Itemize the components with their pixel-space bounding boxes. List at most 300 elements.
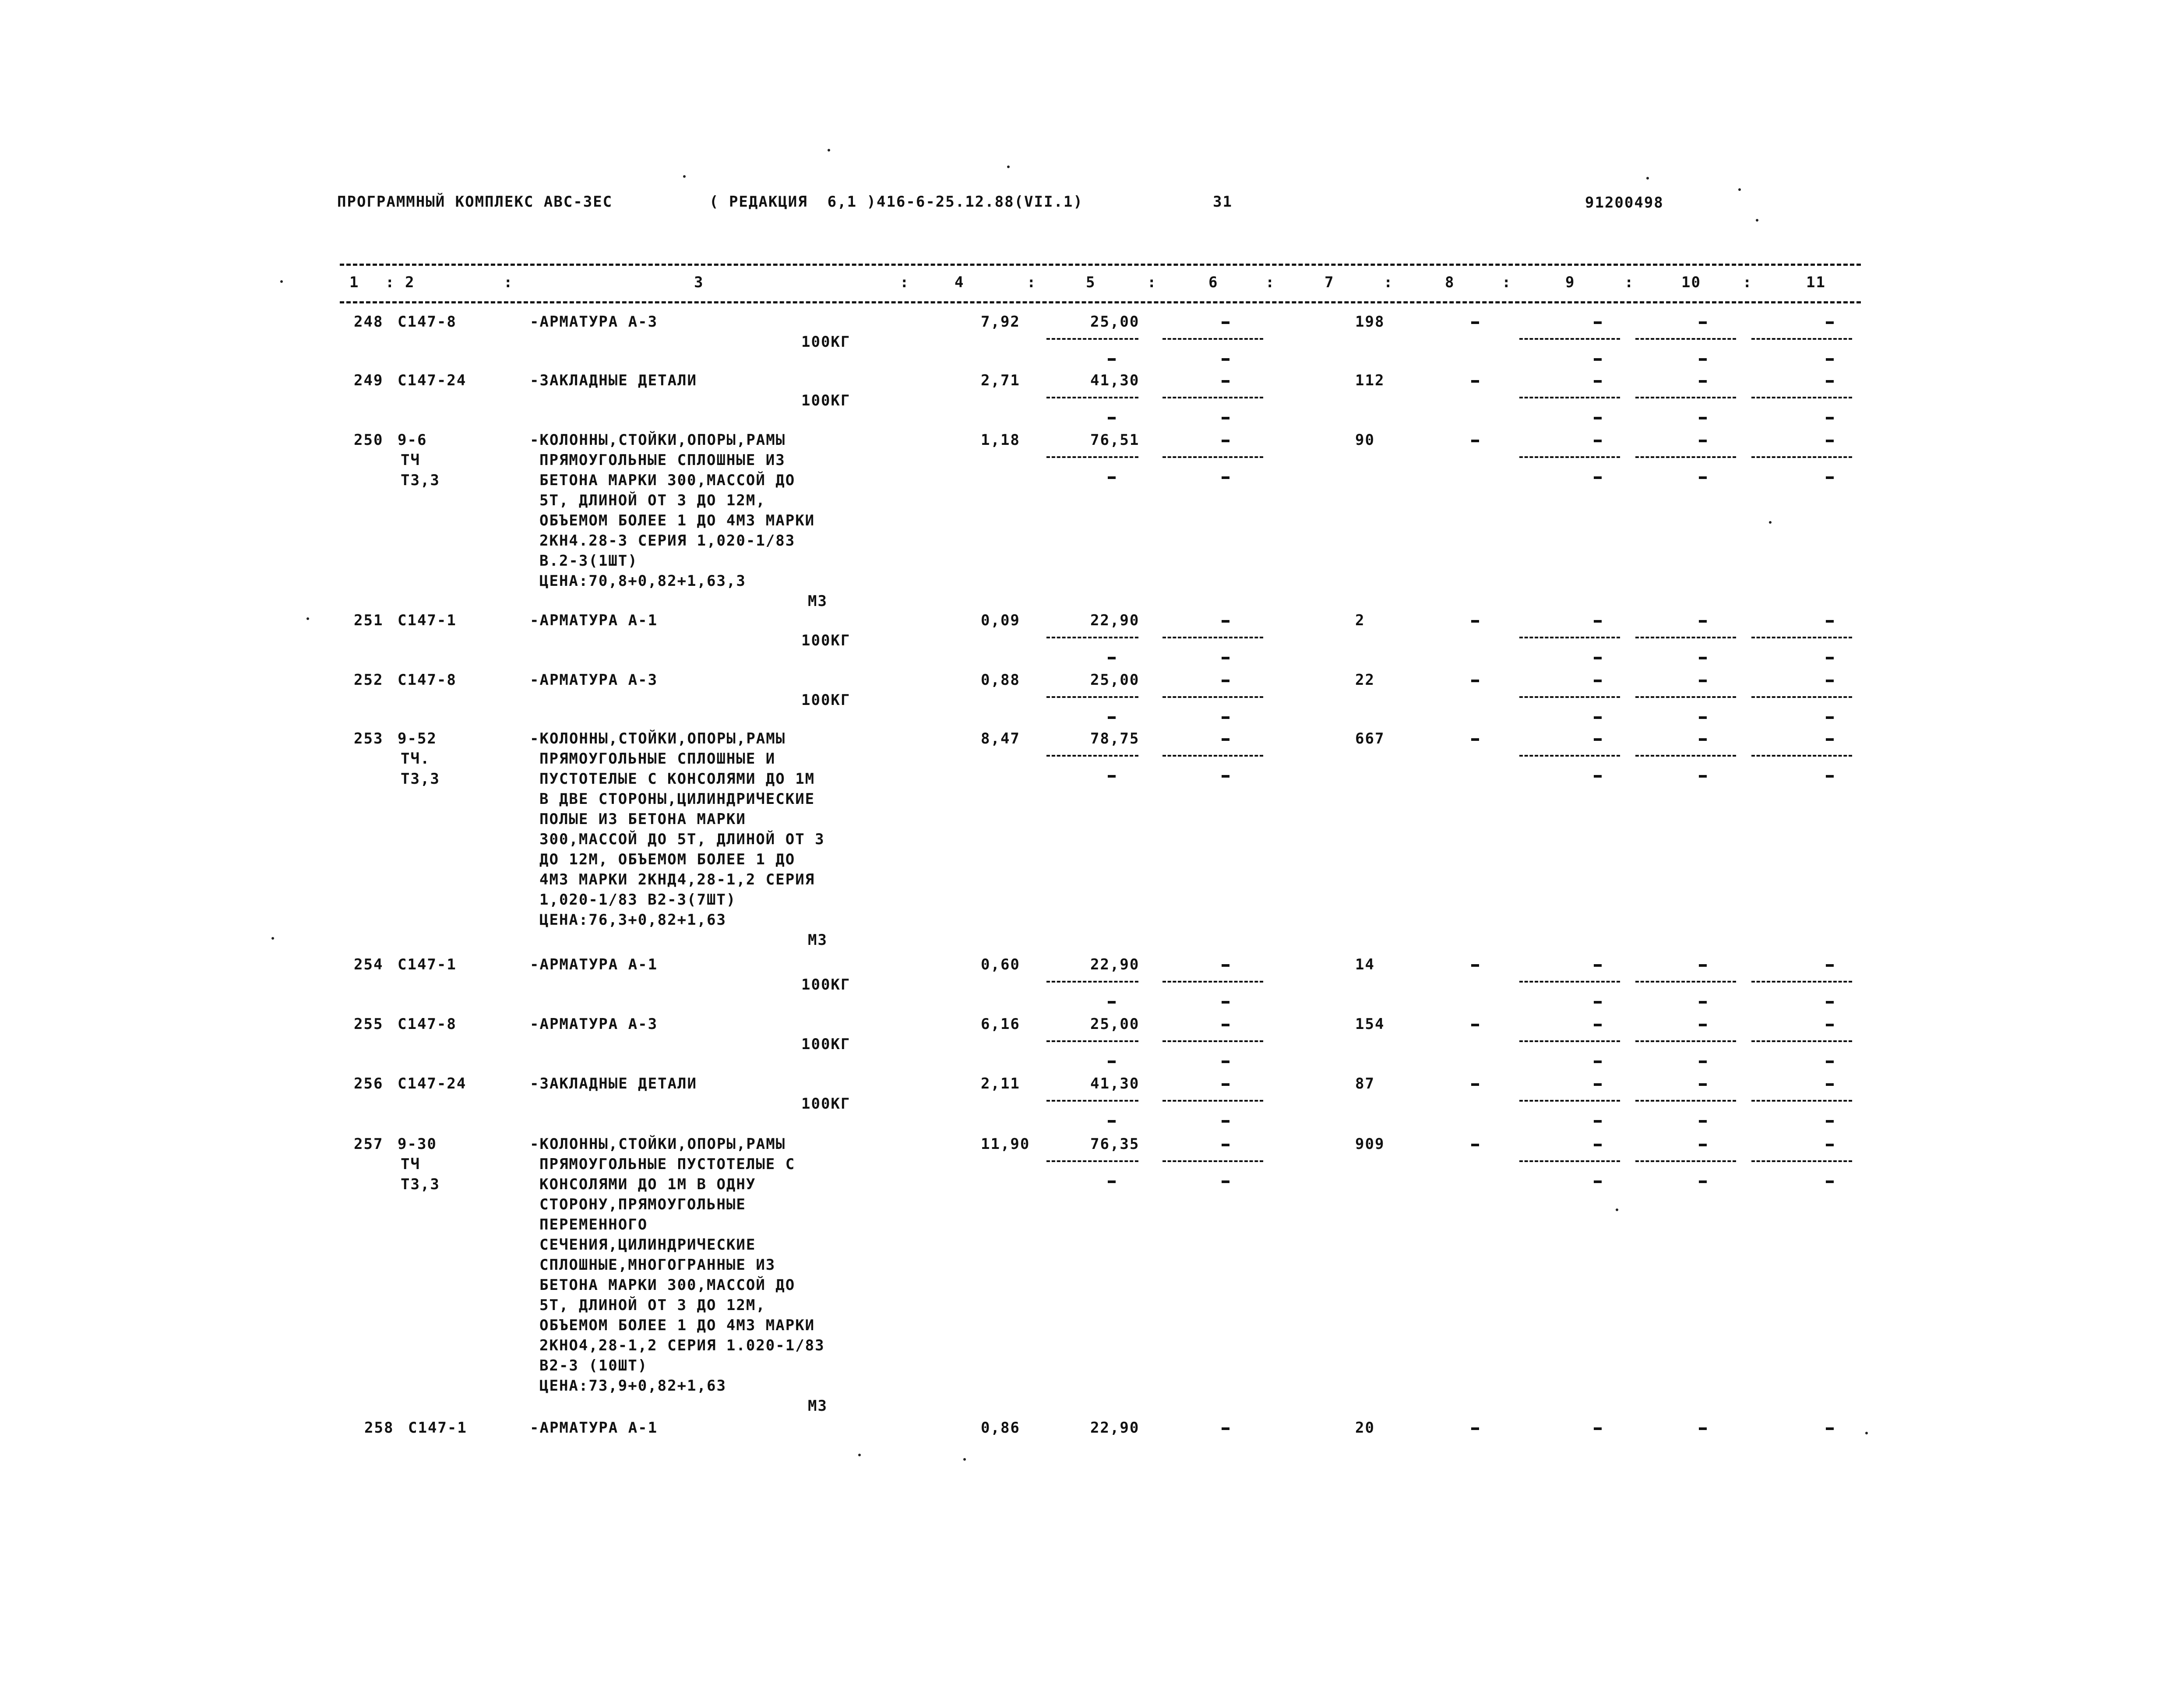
row-description-line: КОНСОЛЯМИ ДО 1М В ОДНУ bbox=[539, 1176, 756, 1193]
col4-value: 11,90 bbox=[981, 1135, 1030, 1153]
empty-value-dash bbox=[1471, 1024, 1479, 1026]
row-description: -ЗАКЛАДНЫЕ ДЕТАЛИ bbox=[530, 372, 697, 389]
row-number: 258 bbox=[364, 1419, 394, 1437]
empty-value-dash bbox=[1594, 417, 1602, 419]
col4-value: 1,18 bbox=[981, 431, 1020, 449]
col5-value: 78,75 bbox=[1090, 730, 1140, 747]
empty-value-dash bbox=[1471, 738, 1479, 741]
empty-value-dash bbox=[1222, 620, 1229, 623]
subtotal-rule bbox=[1162, 456, 1263, 458]
empty-value-dash bbox=[1826, 380, 1834, 383]
subtotal-rule bbox=[1162, 1160, 1263, 1162]
empty-value-dash bbox=[1826, 476, 1834, 479]
subtotal-rule bbox=[1519, 981, 1620, 983]
empty-value-dash bbox=[1594, 964, 1602, 967]
col7-value: 20 bbox=[1355, 1419, 1375, 1437]
row-description: -АРМАТУРА А-1 bbox=[530, 612, 658, 629]
subtotal-rule bbox=[1635, 637, 1736, 638]
empty-value-dash bbox=[1594, 1120, 1602, 1123]
subtotal-rule bbox=[1519, 755, 1620, 757]
empty-value-dash bbox=[1699, 964, 1707, 967]
scan-speck bbox=[271, 937, 274, 940]
row-description: -ЗАКЛАДНЫЕ ДЕТАЛИ bbox=[530, 1075, 697, 1092]
col4-value: 6,16 bbox=[981, 1015, 1020, 1033]
empty-value-dash bbox=[1108, 1120, 1116, 1123]
empty-value-dash bbox=[1594, 1024, 1602, 1026]
empty-value-dash bbox=[1471, 380, 1479, 383]
subtotal-rule bbox=[1162, 755, 1263, 757]
row-description-line: ПРЯМОУГОЛЬНЫЕ ПУСТОТЕЛЫЕ С bbox=[539, 1155, 796, 1173]
column-separator: : bbox=[504, 274, 514, 291]
col4-value: 8,47 bbox=[981, 730, 1020, 747]
col5-value: 25,00 bbox=[1090, 671, 1140, 689]
column-header: 6 bbox=[1208, 274, 1219, 291]
row-description: -КОЛОННЫ,СТОЙКИ,ОПОРЫ,РАМЫ bbox=[530, 730, 786, 747]
empty-value-dash bbox=[1826, 440, 1834, 442]
empty-value-dash bbox=[1699, 1001, 1707, 1004]
empty-value-dash bbox=[1826, 1427, 1834, 1430]
subtotal-rule bbox=[1519, 397, 1620, 398]
empty-value-dash bbox=[1594, 440, 1602, 442]
empty-value-dash bbox=[1108, 1001, 1116, 1004]
empty-value-dash bbox=[1826, 1120, 1834, 1123]
subtotal-rule bbox=[1162, 1100, 1263, 1102]
row-description-line: ПРЯМОУГОЛЬНЫЕ СПЛОШНЫЕ ИЗ bbox=[539, 451, 786, 469]
row-code: С147-8 bbox=[398, 1015, 457, 1033]
row-number: 249 bbox=[354, 372, 384, 389]
column-header: 11 bbox=[1806, 274, 1826, 291]
row-number: 257 bbox=[354, 1135, 384, 1153]
row-description-line: 300,МАССОЙ ДО 5Т, ДЛИНОЙ ОТ 3 bbox=[539, 831, 825, 848]
subtotal-rule bbox=[1046, 338, 1138, 340]
empty-value-dash bbox=[1699, 1120, 1707, 1123]
row-unit: 100КГ bbox=[801, 392, 851, 409]
row-code: 9-52 bbox=[398, 730, 437, 747]
empty-value-dash bbox=[1826, 716, 1834, 719]
subtotal-rule bbox=[1046, 981, 1138, 983]
row-code: С147-1 bbox=[398, 612, 457, 629]
row-description-line: ОБЪЕМОМ БОЛЕЕ 1 ДО 4М3 МАРКИ bbox=[539, 512, 815, 529]
empty-value-dash bbox=[1108, 417, 1116, 419]
col5-value: 76,35 bbox=[1090, 1135, 1140, 1153]
col7-value: 667 bbox=[1355, 730, 1385, 747]
row-unit: М3 bbox=[808, 931, 828, 949]
empty-value-dash bbox=[1826, 1001, 1834, 1004]
subtotal-rule bbox=[1751, 1100, 1852, 1102]
row-description-line: В.2-3(1ШТ) bbox=[539, 552, 638, 570]
empty-value-dash bbox=[1826, 1144, 1834, 1146]
subtotal-rule bbox=[1046, 755, 1138, 757]
scan-speck bbox=[1646, 177, 1649, 180]
empty-value-dash bbox=[1699, 476, 1707, 479]
col4-value: 0,88 bbox=[981, 671, 1020, 689]
empty-value-dash bbox=[1699, 620, 1707, 623]
empty-value-dash bbox=[1594, 380, 1602, 383]
row-description-line: ОБЪЕМОМ БОЛЕЕ 1 ДО 4М3 МАРКИ bbox=[539, 1317, 815, 1334]
subtotal-rule bbox=[1751, 456, 1852, 458]
column-separator: : bbox=[1624, 274, 1634, 291]
subtotal-rule bbox=[1162, 696, 1263, 698]
empty-value-dash bbox=[1222, 417, 1229, 419]
subtotal-rule bbox=[1046, 397, 1138, 398]
empty-value-dash bbox=[1222, 775, 1229, 778]
empty-value-dash bbox=[1222, 1144, 1229, 1146]
column-separator: : bbox=[1384, 274, 1394, 291]
empty-value-dash bbox=[1699, 440, 1707, 442]
row-number: 256 bbox=[354, 1075, 384, 1092]
empty-value-dash bbox=[1222, 476, 1229, 479]
empty-value-dash bbox=[1826, 1024, 1834, 1026]
row-description-line: 1,020-1/83 В2-3(7ШТ) bbox=[539, 891, 736, 909]
subtotal-rule bbox=[1751, 397, 1852, 398]
row-unit: 100КГ bbox=[801, 632, 851, 649]
row-code-sub: ТЗ,3 bbox=[401, 770, 440, 788]
row-description: -АРМАТУРА А-3 bbox=[530, 671, 658, 689]
empty-value-dash bbox=[1222, 1120, 1229, 1123]
subtotal-rule bbox=[1519, 637, 1620, 638]
empty-value-dash bbox=[1826, 657, 1834, 659]
empty-value-dash bbox=[1594, 657, 1602, 659]
row-unit: 100КГ bbox=[801, 976, 851, 993]
row-unit: 100КГ bbox=[801, 1036, 851, 1053]
row-description-line: СПЛОШНЫЕ,МНОГОГРАННЫЕ ИЗ bbox=[539, 1256, 776, 1274]
empty-value-dash bbox=[1222, 1024, 1229, 1026]
empty-value-dash bbox=[1826, 680, 1834, 682]
row-description-line: 4М3 МАРКИ 2КНД4,28-1,2 СЕРИЯ bbox=[539, 871, 815, 888]
row-description: -АРМАТУРА А-3 bbox=[530, 313, 658, 331]
row-code-sub: ТЧ bbox=[401, 1155, 420, 1173]
subtotal-rule bbox=[1046, 637, 1138, 638]
column-separator: : bbox=[1743, 274, 1753, 291]
subtotal-rule bbox=[1046, 1100, 1138, 1102]
row-description: -КОЛОННЫ,СТОЙКИ,ОПОРЫ,РАМЫ bbox=[530, 431, 786, 449]
row-number: 254 bbox=[354, 956, 384, 973]
empty-value-dash bbox=[1826, 620, 1834, 623]
empty-value-dash bbox=[1108, 476, 1116, 479]
scan-speck bbox=[1616, 1208, 1618, 1211]
empty-value-dash bbox=[1471, 1427, 1479, 1430]
subtotal-rule bbox=[1046, 1040, 1138, 1042]
empty-value-dash bbox=[1594, 321, 1602, 324]
subtotal-rule bbox=[1751, 696, 1852, 698]
empty-value-dash bbox=[1222, 1060, 1229, 1063]
subtotal-rule bbox=[1519, 338, 1620, 340]
empty-value-dash bbox=[1699, 657, 1707, 659]
empty-value-dash bbox=[1222, 964, 1229, 967]
subtotal-rule bbox=[1162, 1040, 1263, 1042]
empty-value-dash bbox=[1826, 321, 1834, 324]
empty-value-dash bbox=[1826, 964, 1834, 967]
subtotal-rule bbox=[1162, 338, 1263, 340]
col4-value: 0,86 bbox=[981, 1419, 1020, 1437]
empty-value-dash bbox=[1222, 657, 1229, 659]
col4-value: 7,92 bbox=[981, 313, 1020, 331]
row-description-line: СЕЧЕНИЯ,ЦИЛИНДРИЧЕСКИЕ bbox=[539, 1236, 756, 1254]
empty-value-dash bbox=[1594, 716, 1602, 719]
empty-value-dash bbox=[1222, 321, 1229, 324]
empty-value-dash bbox=[1594, 1144, 1602, 1146]
row-code: 9-6 bbox=[398, 431, 427, 449]
empty-value-dash bbox=[1699, 680, 1707, 682]
col4-value: 2,11 bbox=[981, 1075, 1020, 1092]
row-description: -АРМАТУРА А-1 bbox=[530, 1419, 658, 1437]
empty-value-dash bbox=[1699, 716, 1707, 719]
scan-speck bbox=[306, 617, 309, 620]
subtotal-rule bbox=[1751, 1160, 1852, 1162]
empty-value-dash bbox=[1222, 680, 1229, 682]
column-header: 10 bbox=[1681, 274, 1701, 291]
row-number: 251 bbox=[354, 612, 384, 629]
scan-speck bbox=[280, 280, 283, 283]
column-separator: : bbox=[1502, 274, 1512, 291]
subtotal-rule bbox=[1162, 637, 1263, 638]
empty-value-dash bbox=[1594, 1083, 1602, 1086]
row-number: 255 bbox=[354, 1015, 384, 1033]
subtotal-rule bbox=[1162, 981, 1263, 983]
subtotal-rule bbox=[1519, 456, 1620, 458]
scan-speck bbox=[1769, 521, 1772, 524]
empty-value-dash bbox=[1699, 358, 1707, 361]
empty-value-dash bbox=[1699, 1180, 1707, 1183]
empty-value-dash bbox=[1222, 1083, 1229, 1086]
row-code: С147-1 bbox=[408, 1419, 467, 1437]
row-code-sub: ТЗ,3 bbox=[401, 472, 440, 489]
row-description-line: ДО 12М, ОБЪЕМОМ БОЛЕЕ 1 ДО bbox=[539, 851, 796, 868]
empty-value-dash bbox=[1594, 680, 1602, 682]
empty-value-dash bbox=[1699, 1060, 1707, 1063]
col4-value: 2,71 bbox=[981, 372, 1020, 389]
column-header: 3 bbox=[694, 274, 704, 291]
row-description-line: ПЕРЕМЕННОГО bbox=[539, 1216, 648, 1233]
subtotal-rule bbox=[1635, 755, 1736, 757]
empty-value-dash bbox=[1594, 1060, 1602, 1063]
col5-value: 41,30 bbox=[1090, 1075, 1140, 1092]
col5-value: 22,90 bbox=[1090, 612, 1140, 629]
empty-value-dash bbox=[1699, 738, 1707, 741]
empty-value-dash bbox=[1594, 620, 1602, 623]
empty-value-dash bbox=[1108, 1180, 1116, 1183]
empty-value-dash bbox=[1222, 1180, 1229, 1183]
subtotal-rule bbox=[1519, 1040, 1620, 1042]
empty-value-dash bbox=[1471, 321, 1479, 324]
empty-value-dash bbox=[1222, 380, 1229, 383]
empty-value-dash bbox=[1108, 716, 1116, 719]
scan-speck bbox=[1738, 188, 1741, 191]
empty-value-dash bbox=[1699, 1144, 1707, 1146]
empty-value-dash bbox=[1471, 680, 1479, 682]
col7-value: 22 bbox=[1355, 671, 1375, 689]
column-separator: : bbox=[1147, 274, 1157, 291]
subtotal-rule bbox=[1635, 397, 1736, 398]
empty-value-dash bbox=[1222, 440, 1229, 442]
subtotal-rule bbox=[1751, 637, 1852, 638]
empty-value-dash bbox=[1222, 358, 1229, 361]
row-code: С147-1 bbox=[398, 956, 457, 973]
empty-value-dash bbox=[1108, 358, 1116, 361]
subtotal-rule bbox=[1635, 981, 1736, 983]
column-header: 5 bbox=[1086, 274, 1096, 291]
empty-value-dash bbox=[1826, 775, 1834, 778]
row-unit: М3 bbox=[808, 592, 828, 610]
col7-value: 87 bbox=[1355, 1075, 1375, 1092]
empty-value-dash bbox=[1699, 775, 1707, 778]
col5-value: 22,90 bbox=[1090, 1419, 1140, 1437]
subtotal-rule bbox=[1751, 755, 1852, 757]
subtotal-rule bbox=[1635, 696, 1736, 698]
empty-value-dash bbox=[1471, 1144, 1479, 1146]
column-header: 8 bbox=[1445, 274, 1455, 291]
empty-value-dash bbox=[1699, 1024, 1707, 1026]
empty-value-dash bbox=[1594, 738, 1602, 741]
program-title: ПРОГРАММНЫЙ КОМПЛЕКС АВС-ЗЕС bbox=[337, 193, 613, 211]
scan-speck bbox=[828, 149, 830, 151]
row-description: -КОЛОННЫ,СТОЙКИ,ОПОРЫ,РАМЫ bbox=[530, 1135, 786, 1153]
subtotal-rule bbox=[1635, 1160, 1736, 1162]
row-description-line: 2КНО4,28-1,2 СЕРИЯ 1.020-1/83 bbox=[539, 1337, 825, 1354]
row-code: С147-24 bbox=[398, 372, 467, 389]
col7-value: 90 bbox=[1355, 431, 1375, 449]
col4-value: 0,60 bbox=[981, 956, 1020, 973]
scan-speck bbox=[1007, 166, 1010, 168]
col5-value: 41,30 bbox=[1090, 372, 1140, 389]
row-number: 250 bbox=[354, 431, 384, 449]
subtotal-rule bbox=[1751, 1040, 1852, 1042]
row-number: 248 bbox=[354, 313, 384, 331]
col7-value: 14 bbox=[1355, 956, 1375, 973]
row-description-line: ПРЯМОУГОЛЬНЫЕ СПЛОШНЫЕ И bbox=[539, 750, 776, 768]
column-header: 7 bbox=[1324, 274, 1335, 291]
row-description: -АРМАТУРА А-1 bbox=[530, 956, 658, 973]
empty-value-dash bbox=[1222, 1001, 1229, 1004]
row-description-line: ЦЕНА:70,8+0,82+1,63,3 bbox=[539, 572, 746, 590]
subtotal-rule bbox=[1162, 397, 1263, 398]
row-description-line: БЕТОНА МАРКИ 300,МАССОЙ ДО bbox=[539, 472, 796, 489]
subtotal-rule bbox=[1046, 1160, 1138, 1162]
empty-value-dash bbox=[1699, 1083, 1707, 1086]
row-description-line: СТОРОНУ,ПРЯМОУГОЛЬНЫЕ bbox=[539, 1196, 746, 1213]
row-description-line: 5Т, ДЛИНОЙ ОТ 3 ДО 12М, bbox=[539, 492, 766, 509]
empty-value-dash bbox=[1222, 1427, 1229, 1430]
row-description-line: ЦЕНА:73,9+0,82+1,63 bbox=[539, 1377, 726, 1395]
empty-value-dash bbox=[1699, 321, 1707, 324]
empty-value-dash bbox=[1594, 476, 1602, 479]
column-separator: : bbox=[385, 274, 395, 291]
table-header-rule bbox=[340, 301, 1861, 303]
col5-value: 25,00 bbox=[1090, 313, 1140, 331]
row-number: 253 bbox=[354, 730, 384, 747]
empty-value-dash bbox=[1826, 358, 1834, 361]
empty-value-dash bbox=[1594, 775, 1602, 778]
row-number: 252 bbox=[354, 671, 384, 689]
subtotal-rule bbox=[1519, 696, 1620, 698]
row-description-line: ЦЕНА:76,3+0,82+1,63 bbox=[539, 911, 726, 929]
empty-value-dash bbox=[1826, 1083, 1834, 1086]
row-code: С147-24 bbox=[398, 1075, 467, 1092]
subtotal-rule bbox=[1635, 456, 1736, 458]
empty-value-dash bbox=[1826, 1060, 1834, 1063]
empty-value-dash bbox=[1222, 716, 1229, 719]
col5-value: 25,00 bbox=[1090, 1015, 1140, 1033]
row-description: -АРМАТУРА А-3 bbox=[530, 1015, 658, 1033]
row-code: С147-8 bbox=[398, 671, 457, 689]
col4-value: 0,09 bbox=[981, 612, 1020, 629]
column-header: 1 bbox=[349, 274, 359, 291]
column-separator: : bbox=[1027, 274, 1037, 291]
subtotal-rule bbox=[1519, 1160, 1620, 1162]
empty-value-dash bbox=[1471, 1083, 1479, 1086]
page-number: 31 bbox=[1213, 193, 1233, 211]
row-description-line: 2КН4.28-3 СЕРИЯ 1,020-1/83 bbox=[539, 532, 796, 550]
row-code-sub: ТЧ bbox=[401, 451, 420, 469]
empty-value-dash bbox=[1108, 657, 1116, 659]
row-unit: М3 bbox=[808, 1397, 828, 1415]
col7-value: 2 bbox=[1355, 612, 1365, 629]
column-header: 2 bbox=[405, 274, 415, 291]
scan-speck bbox=[1756, 219, 1758, 222]
subtotal-rule bbox=[1046, 456, 1138, 458]
column-separator: : bbox=[900, 274, 910, 291]
subtotal-rule bbox=[1635, 1040, 1736, 1042]
col5-value: 76,51 bbox=[1090, 431, 1140, 449]
empty-value-dash bbox=[1222, 738, 1229, 741]
empty-value-dash bbox=[1594, 1427, 1602, 1430]
row-code-sub: ТЗ,3 bbox=[401, 1176, 440, 1193]
empty-value-dash bbox=[1826, 1180, 1834, 1183]
row-code: С147-8 bbox=[398, 313, 457, 331]
empty-value-dash bbox=[1594, 358, 1602, 361]
subtotal-rule bbox=[1751, 338, 1852, 340]
empty-value-dash bbox=[1699, 380, 1707, 383]
scan-speck bbox=[963, 1458, 966, 1461]
column-separator: : bbox=[1265, 274, 1275, 291]
row-description-line: ПОЛЫЕ ИЗ БЕТОНА МАРКИ bbox=[539, 810, 746, 828]
empty-value-dash bbox=[1471, 440, 1479, 442]
empty-value-dash bbox=[1108, 1060, 1116, 1063]
scan-speck bbox=[858, 1454, 861, 1456]
col7-value: 154 bbox=[1355, 1015, 1385, 1033]
subtotal-rule bbox=[1635, 338, 1736, 340]
scan-speck bbox=[1865, 1432, 1868, 1434]
empty-value-dash bbox=[1108, 775, 1116, 778]
row-description-line: ПУСТОТЕЛЫЕ С КОНСОЛЯМИ ДО 1М bbox=[539, 770, 815, 788]
row-code: 9-30 bbox=[398, 1135, 437, 1153]
edition-label: ( РЕДАКЦИЯ 6,1 )416-6-25.12.88(VII.1) bbox=[709, 193, 1083, 211]
col7-value: 112 bbox=[1355, 372, 1385, 389]
column-header: 9 bbox=[1565, 274, 1575, 291]
row-description-line: 5Т, ДЛИНОЙ ОТ 3 ДО 12М, bbox=[539, 1296, 766, 1314]
row-unit: 100КГ bbox=[801, 691, 851, 709]
row-unit: 100КГ bbox=[801, 333, 851, 351]
subtotal-rule bbox=[1519, 1100, 1620, 1102]
scan-speck bbox=[683, 175, 686, 178]
row-code-sub: ТЧ. bbox=[401, 750, 430, 768]
table-top-rule bbox=[340, 264, 1861, 266]
empty-value-dash bbox=[1594, 1001, 1602, 1004]
subtotal-rule bbox=[1635, 1100, 1736, 1102]
document-code: 91200498 bbox=[1585, 194, 1664, 211]
empty-value-dash bbox=[1594, 1180, 1602, 1183]
row-unit: 100КГ bbox=[801, 1095, 851, 1113]
subtotal-rule bbox=[1046, 696, 1138, 698]
empty-value-dash bbox=[1471, 620, 1479, 623]
subtotal-rule bbox=[1751, 981, 1852, 983]
row-description-line: В2-3 (10ШТ) bbox=[539, 1357, 648, 1374]
empty-value-dash bbox=[1699, 417, 1707, 419]
empty-value-dash bbox=[1699, 1427, 1707, 1430]
empty-value-dash bbox=[1826, 417, 1834, 419]
empty-value-dash bbox=[1471, 964, 1479, 967]
column-header: 4 bbox=[955, 274, 965, 291]
